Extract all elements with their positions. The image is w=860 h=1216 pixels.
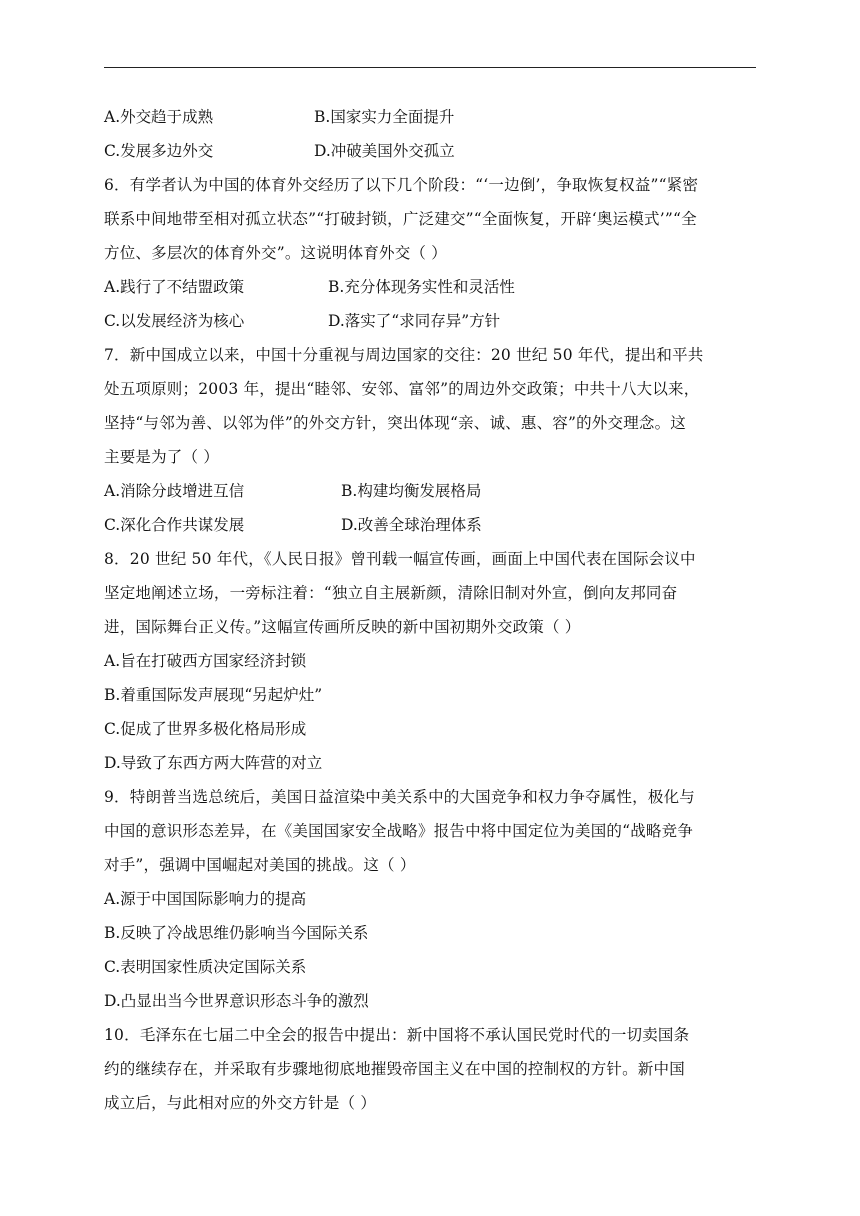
q9-option-a[interactable]: A.源于中国国际影响力的提高 — [104, 890, 307, 908]
q7-line-4: 主要是为了（ ） — [104, 448, 220, 466]
q7-line-1: 7．新中国成立以来，中国十分重视与周边国家的交往：20 世纪 50 年代，提出和平共 — [104, 346, 704, 364]
q5-options-row-1 — [104, 100, 756, 134]
q9-option-c[interactable]: C.表明国家性质决定国际关系 — [104, 958, 307, 976]
q6-options-row-1 — [104, 270, 756, 304]
q5-option-b[interactable]: B.国家实力全面提升 — [314, 108, 455, 126]
q10-line-2: 约的继续存在，并采取有步骤地彻底地摧毁帝国主义在中国的控制权的方针。新中国 — [104, 1060, 685, 1078]
q9-option-b[interactable]: B.反映了冷战思维仍影响当今国际关系 — [104, 924, 369, 942]
q10-line-3: 成立后，与此相对应的外交方针是（ ） — [104, 1094, 377, 1112]
q8-option-a-row — [104, 644, 756, 678]
q8-option-b-row — [104, 678, 756, 712]
header-rule — [104, 67, 756, 68]
q7-options-row-2 — [104, 508, 756, 542]
q7-option-c[interactable]: C.深化合作共谋发展 — [104, 516, 245, 534]
q9-line-1: 9．特朗普当选总统后，美国日益渲染中美关系中的大国竞争和权力争夺属性，极化与 — [104, 788, 695, 806]
q9-line-3: 对手”，强调中国崛起对美国的挑战。这（ ） — [104, 856, 416, 874]
q5-option-a[interactable]: A.外交趋于成熟 — [104, 108, 214, 126]
q6-option-d[interactable]: D.落实了“求同存异”方针 — [328, 312, 501, 330]
q8-line-3: 进，国际舞台正义传。”这幅宣传画所反映的新中国初期外交政策（ ） — [104, 618, 581, 636]
q6-option-a[interactable]: A.践行了不结盟政策 — [104, 278, 245, 296]
q7-option-a[interactable]: A.消除分歧增进互信 — [104, 482, 245, 500]
q8-option-b[interactable]: B.着重国际发声展现“另起炉灶” — [104, 686, 323, 704]
q9-option-d[interactable]: D.凸显出当今世界意识形态斗争的激烈 — [104, 992, 369, 1010]
q6-line-2: 联系中间地带至相对孤立状态”“打破封锁，广泛建交”“全面恢复，开辟‘奥运模式’”“全 — [104, 210, 697, 228]
q9-stem — [104, 780, 756, 882]
q8-line-1: 8．20 世纪 50 年代，《人民日报》曾刊载一幅宣传画，画面上中国代表在国际会议中 — [104, 550, 696, 568]
q8-option-d-row — [104, 746, 756, 780]
q8-line-2: 坚定地阐述立场，一旁标注着：“独立自主展新颜，清除旧制对外宣，倒向友邦同奋 — [104, 584, 678, 602]
q8-option-c-row — [104, 712, 756, 746]
q5-option-d[interactable]: D.冲破美国外交孤立 — [314, 142, 455, 160]
q5-option-c[interactable]: C.发展多边外交 — [104, 142, 214, 160]
q8-option-c[interactable]: C.促成了世界多极化格局形成 — [104, 720, 307, 738]
question-content — [104, 100, 756, 1120]
q8-option-a[interactable]: A.旨在打破西方国家经济封锁 — [104, 652, 307, 670]
q7-line-3: 坚持“与邻为善、以邻为伴”的外交方针，突出体现“亲、诚、惠、容”的外交理念。这 — [104, 414, 686, 432]
q9-option-d-row — [104, 984, 756, 1018]
q7-option-d[interactable]: D.改善全球治理体系 — [341, 516, 482, 534]
q9-line-2: 中国的意识形态差异，在《美国国家安全战略》报告中将中国定位为美国的“战略竞争 — [104, 822, 694, 840]
q7-line-2: 处五项原则；2003 年，提出“睦邻、安邻、富邻”的周边外交政策；中共十八大以来， — [104, 380, 700, 398]
q6-option-b[interactable]: B.充分体现务实性和灵活性 — [328, 278, 515, 296]
q8-option-d[interactable]: D.导致了东西方两大阵营的对立 — [104, 754, 323, 772]
q7-options-row-1 — [104, 474, 756, 508]
q6-option-c[interactable]: C.以发展经济为核心 — [104, 312, 245, 330]
q7-option-b[interactable]: B.构建均衡发展格局 — [341, 482, 482, 500]
q5-options-row-2 — [104, 134, 756, 168]
q9-option-c-row — [104, 950, 756, 984]
q7-stem — [104, 338, 756, 474]
q6-line-3: 方位、多层次的体育外交”。这说明体育外交（ ） — [104, 244, 447, 262]
q9-option-a-row — [104, 882, 756, 916]
q8-stem — [104, 542, 756, 644]
q10-stem — [104, 1018, 756, 1120]
q9-option-b-row — [104, 916, 756, 950]
q6-stem — [104, 168, 756, 270]
q10-line-1: 10．毛泽东在七届二中全会的报告中提出：新中国将不承认国民党时代的一切卖国条 — [104, 1026, 690, 1044]
q6-options-row-2 — [104, 304, 756, 338]
q6-line-1: 6．有学者认为中国的体育外交经历了以下几个阶段：“‘一边倒’，争取恢复权益”“紧密 — [104, 176, 699, 194]
